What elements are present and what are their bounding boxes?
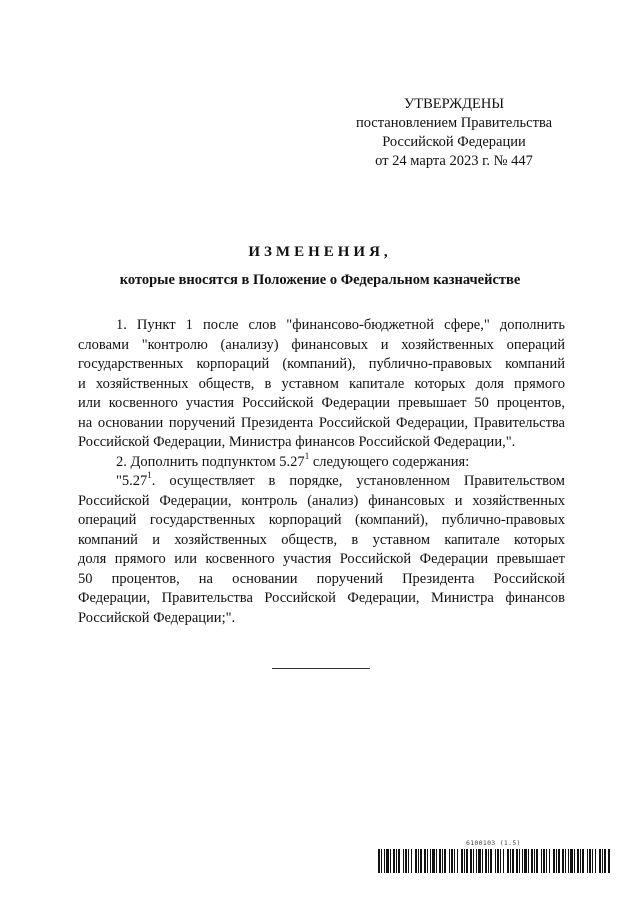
paragraph-2-superscript: 1 (304, 450, 310, 461)
barcode-label: 6100103 (1.5) (466, 839, 521, 847)
barcode-icon (378, 849, 610, 873)
paragraph-1 (78, 316, 565, 453)
paragraph-1-line: словами "контролю (анализу) финансовых и хозяйственных операций (78, 336, 565, 353)
paragraph-3-line: 50 процентов, на основании поручений Президента Российской (78, 570, 565, 587)
paragraph-3-text-before: "5.27 (116, 473, 148, 489)
approval-stamp (330, 95, 578, 171)
approval-country: Российской Федерации (382, 134, 526, 150)
paragraph-3-superscript: 1 (147, 470, 152, 481)
paragraph-3-line: Российской Федерации, контроль (анализ) финансовых и хозяйственных (78, 492, 565, 509)
approval-heading: УТВЕРЖДЕНЫ (403, 96, 505, 112)
paragraph-3-line: компаний и хозяйственных обществ, в уставном капитале которых (78, 531, 565, 548)
paragraph-1-line: 1. Пункт 1 после слов "финансово-бюджетной сфере," дополнить (116, 317, 565, 333)
paragraph-1-line: или косвенного участия Российской Федерации превышает 50 процентов, (78, 395, 565, 411)
paragraph-2-text-before: 2. Дополнить подпунктом 5.27 (116, 453, 305, 470)
approval-decree: постановлением Правительства (355, 115, 553, 131)
document-body (78, 316, 565, 628)
document-title (60, 242, 580, 290)
title-subtitle: которые вносятся в Положение о Федеральном казначействе (119, 272, 521, 288)
paragraph-3-first-line (78, 472, 565, 492)
paragraph-3-line: операций государственных корпораций (компаний), публично-правовых (78, 512, 565, 528)
paragraph-1-line: и хозяйственных обществ, в уставном капитале которых доля прямого (78, 375, 565, 392)
paragraph-1-line: Российской Федерации, Министра финансов Российской Федерации,". (78, 434, 516, 450)
paragraph-1-line: государственных корпораций (компаний), публично-правовых компаний (78, 356, 565, 372)
approval-date-number: от 24 марта 2023 г. № 447 (375, 153, 533, 169)
paragraph-1-line: на основании поручений Президента Российской Федерации, Правительства (78, 414, 565, 431)
paragraph-3-line: Федерации, Правительства Российской Федерации, Министра финансов (78, 590, 565, 606)
closing-divider (272, 668, 370, 669)
title-main: ИЗМЕНЕНИЯ, (248, 244, 392, 260)
paragraph-3-line: Российской Федерации;". (78, 609, 236, 626)
paragraph-3 (78, 472, 565, 628)
paragraph-3-line: доля прямого или косвенного участия Российской Федерации превышает (78, 551, 565, 567)
paragraph-2-text-after: следующего содержания: (309, 453, 470, 470)
paragraph-3-text-after: . осуществляет в порядке, установленном Правительством (151, 473, 565, 489)
